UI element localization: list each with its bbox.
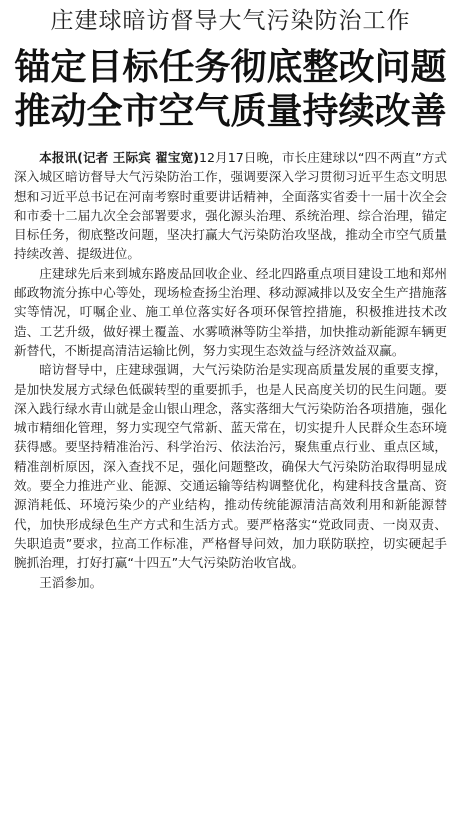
paragraph-2: 庄建球先后来到城东路废品回收企业、经北四路重点项目建设工地和郑州邮政物流分拣中心等处，现场检查扬尘治理、移动源减排以及安全生产措施落实等情况，叮嘱企业、施工单位落实好各项环保管控措施，积极推进技术改造、工艺升级，做好裸土覆盖、水雾喷淋等防尘举措，加快推动新能源车辆更新替代，不断提高清洁运输比例，努力实现生态效益与经济效益双赢。 [14, 265, 447, 358]
article-kicker: 庄建球暗访督导大气污染防治工作 [50, 8, 411, 34]
paragraph-1-text: 12月17日晚，市长庄建球以“四不两直”方式深入城区暗访督导大气污染防治工作，强调要深入学习贯彻习近平生态文明思想和习近平总书记在河南考察时重要讲话精神，全面落实省委十一届十次全会和市委十二届九次全会部署要求，强化源头治理、系统治理、综合治理，锚定目标任务，彻底整改问题，坚决打赢大气污染防治攻坚战，推动全市空气质量持续改善、提级进位。 [14, 150, 447, 262]
article-body [14, 148, 447, 592]
spacer [14, 134, 447, 148]
paragraph-1 [14, 148, 447, 264]
dateline-tag: 本报讯(记者 王际宾 翟宝宽) [39, 150, 200, 165]
headline-line-2: 推动全市空气质量持续改善 [14, 91, 447, 132]
paragraph-4: 王滔参加。 [39, 574, 103, 590]
headline-line-1: 锚定目标任务彻底整改问题 [14, 47, 447, 88]
paragraph-3: 暗访督导中，庄建球强调，大气污染防治是实现高质量发展的重要支撑，是加快发展方式绿色低碳转型的重要抓手，也是人民高度关切的民生问题。要深入践行绿水青山就是金山银山理念，落实落细大气污染防治各项措施，强化城市精细化管理，努力实现空气常新、蓝天常在，切实提升人民群众生态环境获得感。要坚持精准治污、科学治污、依法治污，聚焦重点行业、重点区域，精准剖析原因，深入查找不足，强化问题整改，确保大气污染防治取得明显成效。要全力推进产业、能源、交通运输等结构调整优化，构建科技含量高、资源消耗低、环境污染少的产业结构，推动传统能源清洁高效利用和新能源替代，加快形成绿色生产方式和生活方式。要严格落实“党政同责、一岗双责、失职追责”要求，拉高工作标准，严格督导问效，加力联防联控，切实硬起手腕抓治理，打好打赢“十四五”大气污染防治收官战。 [14, 362, 447, 571]
